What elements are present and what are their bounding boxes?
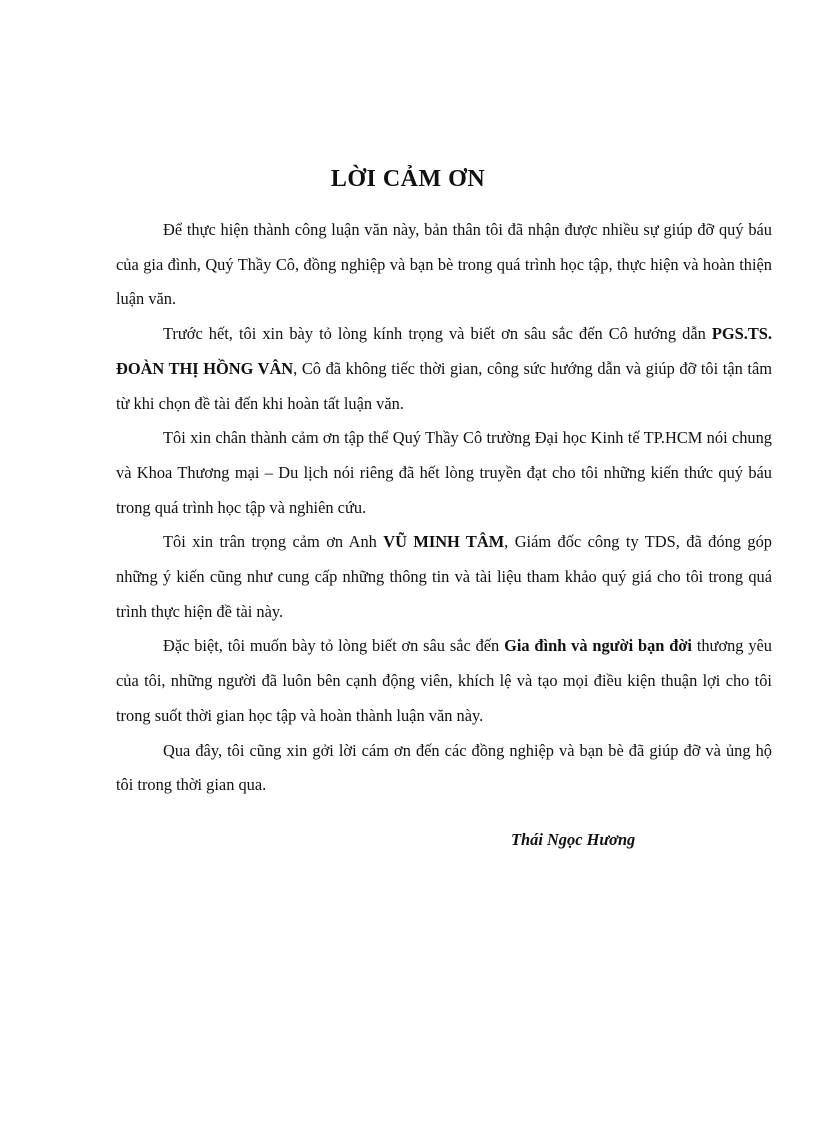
paragraph-text: Đặc biệt, tôi muốn bày tỏ lòng biết ơn sâu sắc đến bbox=[163, 636, 505, 656]
author-signature: Thái Ngọc Hương bbox=[511, 830, 636, 849]
paragraph-text: , Giám đốc công ty TDS, đã đóng góp những ý kiến cũng như cung cấp những thông tin và tài liệu tham khảo quý giá cho tôi trong quá trình thực hiện đề tài này. bbox=[116, 532, 772, 621]
contributor-name: VŨ MINH TÂM bbox=[383, 532, 505, 552]
paragraph bbox=[116, 213, 772, 317]
paragraph-text: , Cô đã không tiếc thời gian, công sức hướng dẫn và giúp đỡ tôi tận tâm từ khi chọn đề tài đến khi hoàn tất luận văn. bbox=[116, 358, 772, 413]
paragraph bbox=[116, 317, 772, 421]
paragraph bbox=[116, 421, 772, 525]
paragraph-text: Để thực hiện thành công luận văn này, bản thân tôi đã nhận được nhiều sự giúp đỡ quý báu của gia đình, Quý Thầy Cô, đồng nghiệp và bạn bè trong quá trình học tập, thực hiện và hoàn thiện luận văn. bbox=[116, 220, 772, 309]
paragraph-text: Tôi xin chân thành cảm ơn tập thể Quý Thầy Cô trường Đại học Kinh tế TP.HCM nói chung và Khoa Thương mại – Du lịch nói riêng đã hết lòng truyền đạt cho tôi những kiến thức quý báu trong quá trình học tập và nghiên cứu. bbox=[116, 428, 772, 517]
paragraph bbox=[116, 525, 772, 629]
family-mention: Gia đình và người bạn đời bbox=[504, 636, 692, 656]
acknowledgement-body bbox=[116, 213, 772, 803]
paragraph-text: Trước hết, tôi xin bày tỏ lòng kính trọng và biết ơn sâu sắc đến Cô hướng dẫn bbox=[163, 324, 712, 344]
paragraph-text: Tôi xin trân trọng cảm ơn Anh bbox=[163, 532, 384, 552]
paragraph-text: Qua đây, tôi cũng xin gởi lời cám ơn đến các đồng nghiệp và bạn bè đã giúp đỡ và ủng hộ tôi trong thời gian qua. bbox=[116, 740, 772, 795]
paragraph-text: thương yêu của tôi, những người đã luôn bên cạnh động viên, khích lệ và tạo mọi điều kiện thuận lợi cho tôi trong suốt thời gian học tập và hoàn thành luận văn này. bbox=[116, 636, 772, 725]
paragraph bbox=[116, 734, 772, 803]
paragraph bbox=[116, 629, 772, 733]
page-title: LỜI CẢM ƠN bbox=[330, 166, 486, 192]
advisor-name: PGS.TS. ĐOÀN THỊ HỒNG VÂN bbox=[116, 324, 772, 378]
